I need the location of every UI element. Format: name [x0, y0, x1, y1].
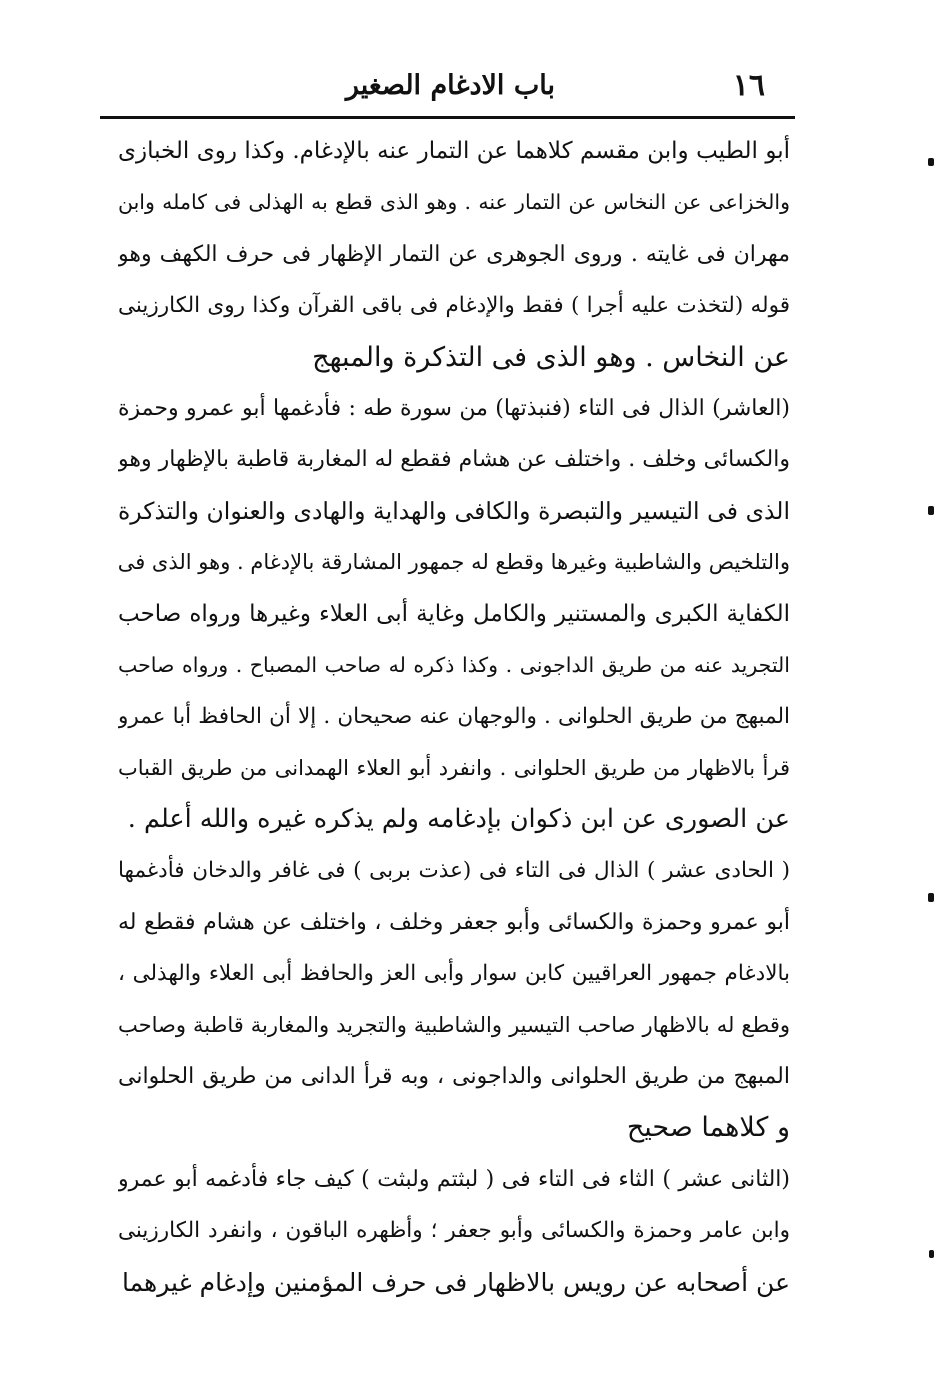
text-line: مهران فى غايته . وروى الجوهرى عن التمار الإظهار فى حرف الكهف وهو: [118, 241, 790, 267]
text-line: و كلاهما صحيح: [626, 1112, 790, 1144]
text-line: المبهج من طريق الحلوانى . والوجهان عنه صحيحان . إلا أن الحافظ أبا عمرو: [118, 704, 790, 730]
text-line: أبو عمرو وحمزة والكسائى وأبو جعفر وخلف ، واختلف عن هشام فقطع له: [118, 909, 790, 935]
text-line: أبو الطيب وابن مقسم كلاهما عن التمار عنه بالإدغام. وكذا روى الخبازى: [118, 138, 790, 164]
text-line: بالادغام جمهور العراقيين كابن سوار وأبى العز والحافظ أبى العلاء والهذلى ،: [118, 961, 790, 987]
scan-mark: [928, 158, 934, 166]
text-line: وابن عامر وحمزة والكسائى وأبو جعفر ؛ وأظهره الباقون ، وانفرد الكارزينى: [118, 1218, 790, 1244]
text-line: قرأ بالاظهار من طريق الحلوانى . وانفرد أبو العلاء الهمدانى من طريق القباب: [118, 755, 790, 780]
scan-mark: [928, 506, 934, 515]
page-number: ١٦: [732, 68, 765, 103]
text-line: الذى فى التيسير والتبصرة والكافى والهداية والهادى والعنوان والتذكرة: [118, 496, 790, 525]
running-title: باب الادغام الصغير: [345, 70, 555, 101]
page-header: [100, 62, 795, 114]
scan-mark: [929, 1250, 934, 1258]
text-line: ( الحادى عشر ) الذال فى التاء فى (عذت بربى ) فى غافر والدخان فأدغمها: [118, 858, 790, 884]
body-text: [118, 126, 790, 1308]
text-line: التجريد عنه من طريق الداجونى . وكذا ذكره له صاحب المصباح . ورواه صاحب: [118, 652, 790, 677]
header-rule: [100, 116, 795, 119]
text-line: (العاشر) الذال فى التاء (فنبذتها) من سورة طه : فأدغمها أبو عمرو وحمزة: [118, 395, 790, 421]
text-line: عن النخاس . وهو الذى فى التذكرة والمبهج: [312, 341, 790, 373]
text-line: قوله (لتخذت عليه أجرا ) فقط والإدغام فى باقى القرآن وكذا روى الكارزينى: [118, 293, 790, 319]
text-line: الكفاية الكبرى والمستنير والكامل وغاية أبى العلاء وغيرها ورواه صاحب: [118, 600, 790, 627]
text-line: والتلخيص والشاطبية وغيرها وقطع له جمهور المشارقة بالإدغام . وهو الذى فى: [118, 550, 790, 575]
text-line: والخزاعى عن النخاس عن التمار عنه . وهو الذى قطع به الهذلى فى كامله وابن: [118, 190, 790, 215]
text-line: وقطع له بالاظهار صاحب التيسير والشاطبية والتجريد والمغاربة قاطبة وصاحب: [118, 1012, 790, 1037]
text-line: (الثانى عشر ) الثاء فى التاء فى ( لبثتم ولبثت ) كيف جاء فأدغمه أبو عمرو: [118, 1166, 790, 1192]
text-line: عن الصورى عن ابن ذكوان بإدغامه ولم يذكره غيره والله أعلم .: [127, 804, 790, 835]
text-line: المبهج من طريق الحلوانى والداجونى ، وبه قرأ الدانى من طريق الحلوانى: [118, 1064, 790, 1090]
scan-mark: [928, 893, 934, 902]
text-line: عن أصحابه عن رويس بالاظهار فى حرف المؤمنين وإدغام غيرهما: [121, 1267, 790, 1297]
text-line: والكسائى وخلف . واختلف عن هشام فقطع له المغاربة قاطبة بالإظهار وهو: [118, 447, 790, 473]
